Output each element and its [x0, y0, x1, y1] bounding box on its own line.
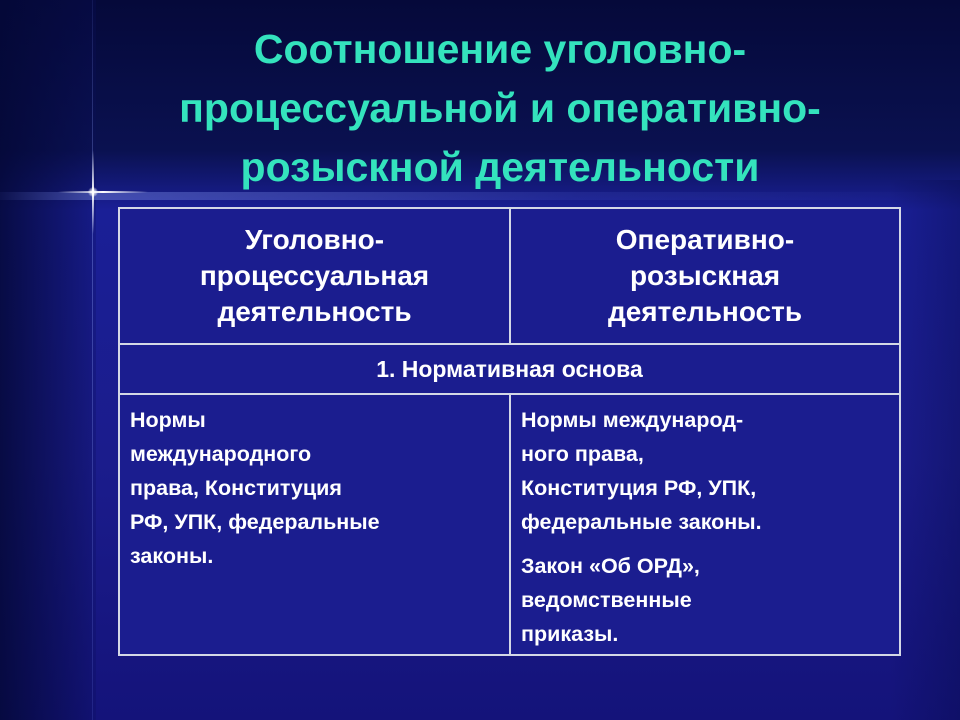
cell-line: международного: [130, 442, 312, 466]
cell-paragraph: [521, 403, 899, 539]
cell-line: Конституция РФ, УПК,: [521, 476, 757, 500]
header-line: Уголовно-: [244, 224, 385, 255]
cell-line: Закон «Об ОРД»,: [521, 554, 700, 578]
slide-title: [60, 20, 940, 197]
cell-line: приказы.: [521, 622, 619, 646]
cell-line: Нормы международ-: [521, 408, 744, 432]
cell-operational-search-basis: [509, 393, 901, 656]
cell-line: РФ, УПК, федеральные: [130, 510, 380, 534]
header-line: розыскная: [629, 260, 781, 291]
section-label: 1. Нормативная основа: [376, 355, 643, 382]
header-line: деятельность: [607, 296, 803, 327]
cell-line: федеральные законы.: [521, 510, 762, 534]
cell-line: ного права,: [521, 442, 644, 466]
title-line: розыскной деятельности: [240, 144, 760, 190]
title-line: процессуальной и оперативно-: [179, 85, 821, 131]
cell-line: ведомственные: [521, 588, 692, 612]
header-line: деятельность: [217, 296, 412, 327]
header-line: процессуальная: [199, 260, 430, 291]
title-line: Соотношение уголовно-: [253, 26, 747, 72]
comparison-table: [118, 207, 901, 656]
header-operational-search: [509, 207, 901, 345]
header-line: Оперативно-: [615, 224, 795, 255]
cell-line: права, Конституция: [130, 476, 342, 500]
header-criminal-procedure: [118, 207, 511, 345]
cell-line: законы.: [130, 544, 214, 568]
cell-paragraph: [521, 549, 899, 651]
cell-criminal-procedure-basis: [118, 393, 511, 656]
cell-line: Нормы: [130, 408, 206, 432]
section-row-normative-basis: [118, 343, 901, 395]
